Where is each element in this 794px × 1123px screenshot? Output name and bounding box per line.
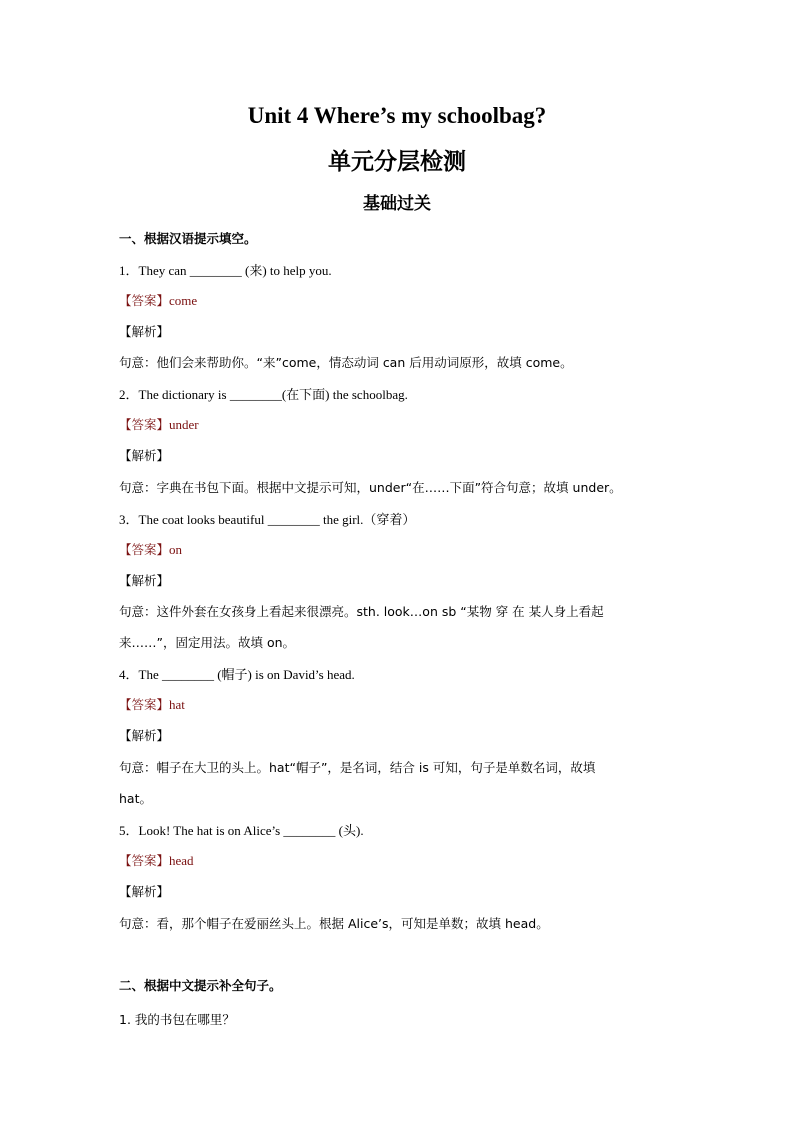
question-2-answer-row — [119, 415, 199, 433]
question-3-answer: on — [169, 542, 183, 557]
part2-question-1: 1. 我的书包在哪里？ — [119, 1012, 235, 1027]
question-4-answer-row — [119, 695, 185, 713]
question-4-answer: hat — [169, 697, 185, 712]
question-5-explanation: 句意：看，那个帽子在爱丽丝头上。根据 Alice’s，可知是单数；故填 head。 — [119, 916, 549, 931]
analysis-label: 【解析】 — [119, 728, 170, 743]
question-5-answer: head — [169, 853, 194, 868]
answer-label: 【答案】 — [119, 853, 170, 868]
question-4-explanation-line-2: hat。 — [119, 791, 152, 806]
answer-label: 【答案】 — [119, 542, 170, 557]
question-1-answer-row — [119, 291, 197, 309]
question-4-prompt: 4．The ________ (帽子) is on David’s head. — [119, 667, 355, 682]
question-2-prompt: 2．The dictionary is ________(在下面) the schoolbag. — [119, 387, 408, 402]
question-2-answer: under — [169, 417, 199, 432]
section-heading: 基础过关 — [363, 194, 431, 214]
question-1-prompt: 1．They can ________ (来) to help you. — [119, 263, 332, 278]
analysis-label: 【解析】 — [119, 884, 170, 899]
question-2-explanation: 句意：字典在书包下面。根据中文提示可知，under“在……下面”符合句意；故填 under。 — [119, 480, 622, 495]
part2-heading: 二、根据中文提示补全句子。 — [119, 978, 282, 993]
question-3-answer-row — [119, 540, 182, 558]
question-3-explanation-line-1: 句意：这件外套在女孩身上看起来很漂亮。sth. look…on sb “某物 穿 在 某人身上看起 — [119, 604, 604, 619]
question-1-answer: come — [169, 293, 198, 308]
question-5-answer-row — [119, 851, 194, 869]
part1-heading: 一、根据汉语提示填空。 — [119, 231, 257, 246]
question-3-explanation-line-2: 来……”，固定用法。故填 on。 — [119, 635, 296, 650]
question-1-explanation: 句意：他们会来帮助你。“来”come，情态动词 can 后用动词原形，故填 come。 — [119, 355, 573, 370]
page-title: Unit 4 Where’s my schoolbag? — [247, 103, 547, 128]
question-3-prompt: 3．The coat looks beautiful ________ the girl.（穿着） — [119, 512, 416, 527]
question-4-explanation-line-1: 句意：帽子在大卫的头上。hat“帽子”，是名词，结合 is 可知，句子是单数名词，故填 — [119, 760, 596, 775]
analysis-label: 【解析】 — [119, 573, 170, 588]
question-5-prompt: 5．Look! The hat is on Alice’s ________ (头). — [119, 823, 364, 838]
answer-label: 【答案】 — [119, 417, 170, 432]
answer-label: 【答案】 — [119, 697, 170, 712]
analysis-label: 【解析】 — [119, 324, 170, 339]
analysis-label: 【解析】 — [119, 448, 170, 463]
answer-label: 【答案】 — [119, 293, 170, 308]
page-subtitle: 单元分层检测 — [328, 149, 466, 175]
